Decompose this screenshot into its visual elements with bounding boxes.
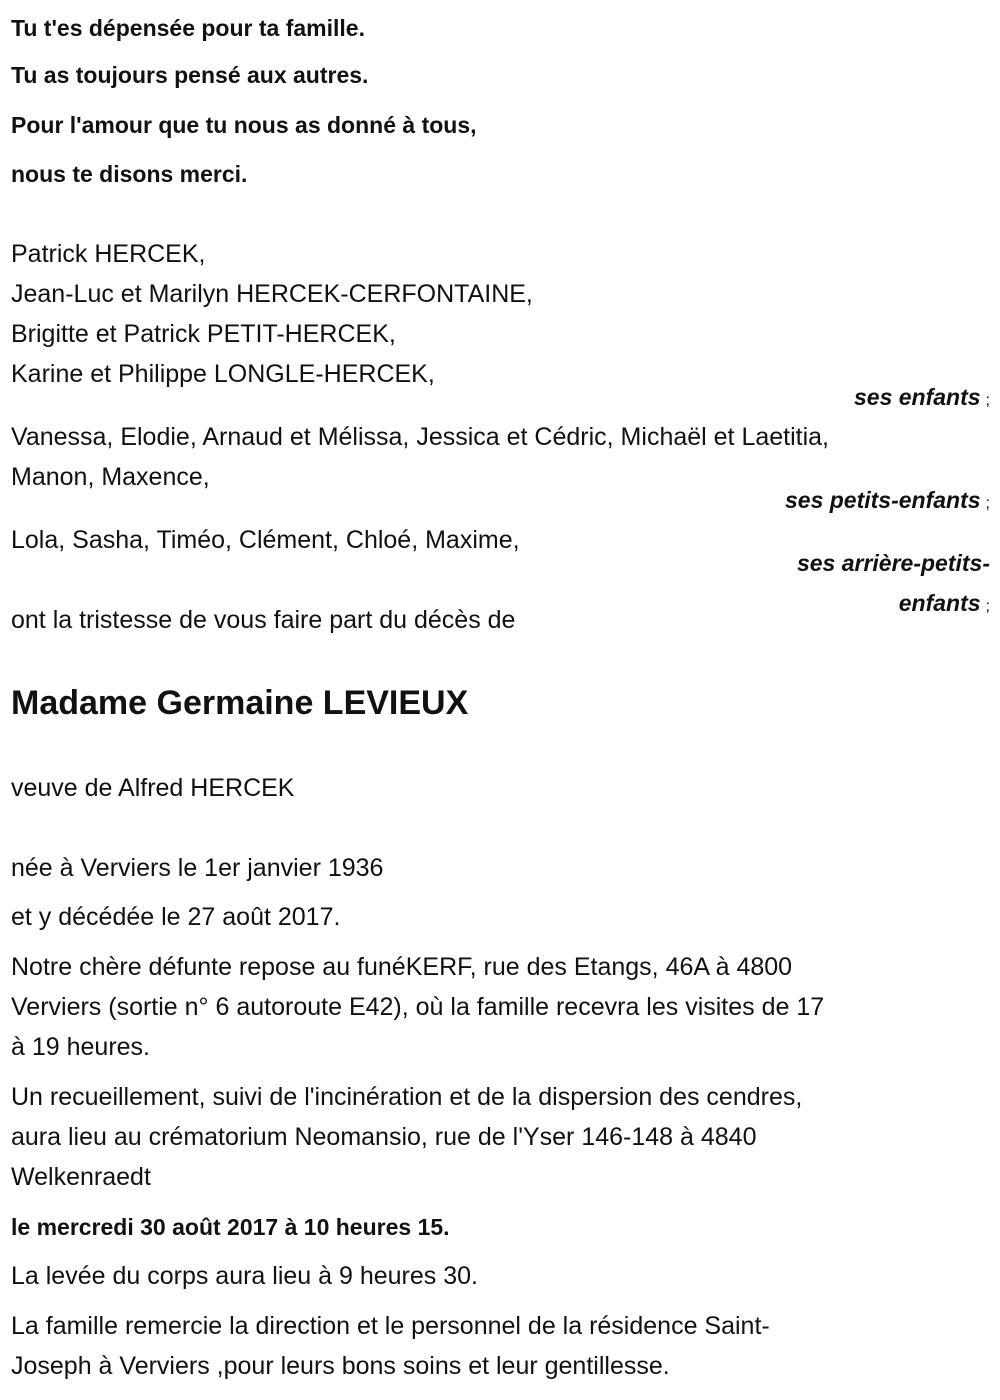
birth-info: née à Verviers le 1er janvier 1936 — [11, 854, 384, 882]
deceased-name: Madame Germaine LEVIEUX — [11, 684, 469, 722]
child-name: Karine et Philippe LONGLE-HERCEK, — [11, 360, 435, 388]
rest-line: à 19 heures. — [11, 1033, 150, 1061]
ceremony-line: aura lieu au crématorium Neomansio, rue de l'Yser 146-148 à 4840 — [11, 1123, 757, 1151]
great-grandchildren-label-2: enfants ; — [898, 590, 990, 616]
ceremony-line: Welkenraedt — [11, 1163, 151, 1191]
child-name: Jean-Luc et Marilyn HERCEK-CERFONTAINE, — [11, 280, 533, 308]
great-grandchildren-line: Lola, Sasha, Timéo, Clément, Chloé, Maxime, — [11, 526, 520, 554]
poem-line: Pour l'amour que tu nous as donné à tous, — [11, 112, 477, 138]
thanks-line: La famille remercie la direction et le personnel de la résidence Saint- — [11, 1312, 770, 1340]
levee-info: La levée du corps aura lieu à 9 heures 30. — [11, 1262, 478, 1290]
child-name: Brigitte et Patrick PETIT-HERCEK, — [11, 320, 396, 348]
widow-of: veuve de Alfred HERCEK — [11, 774, 295, 802]
ceremony-line: Un recueillement, suivi de l'incinération et de la dispersion des cendres, — [11, 1083, 803, 1111]
thanks-line: Joseph à Verviers ,pour leurs bons soins et leur gentillesse. — [11, 1352, 670, 1380]
children-label: ses enfants ; — [853, 384, 990, 410]
rest-line: Notre chère défunte repose au funéKERF, rue des Etangs, 46A à 4800 — [11, 953, 793, 981]
grandchildren-label: ses petits-enfants ; — [784, 487, 990, 513]
death-info: et y décédée le 27 août 2017. — [11, 903, 341, 931]
grandchildren-line: Vanessa, Elodie, Arnaud et Mélissa, Jessica et Cédric, Michaël et Laetitia, — [11, 423, 830, 451]
poem-line: Tu as toujours pensé aux autres. — [11, 62, 369, 88]
child-name: Patrick HERCEK, — [11, 240, 206, 268]
poem-line: Tu t'es dépensée pour ta famille. — [11, 15, 365, 41]
ceremony-date: le mercredi 30 août 2017 à 10 heures 15. — [11, 1214, 450, 1240]
rest-line: Verviers (sortie n° 6 autoroute E42), où la famille recevra les visites de 17 — [11, 993, 825, 1021]
grandchildren-line: Manon, Maxence, — [11, 463, 210, 491]
great-grandchildren-label-1: ses arrière-petits- — [796, 550, 990, 576]
poem-line: nous te disons merci. — [11, 161, 248, 187]
announcement: ont la tristesse de vous faire part du décès de — [11, 606, 516, 634]
